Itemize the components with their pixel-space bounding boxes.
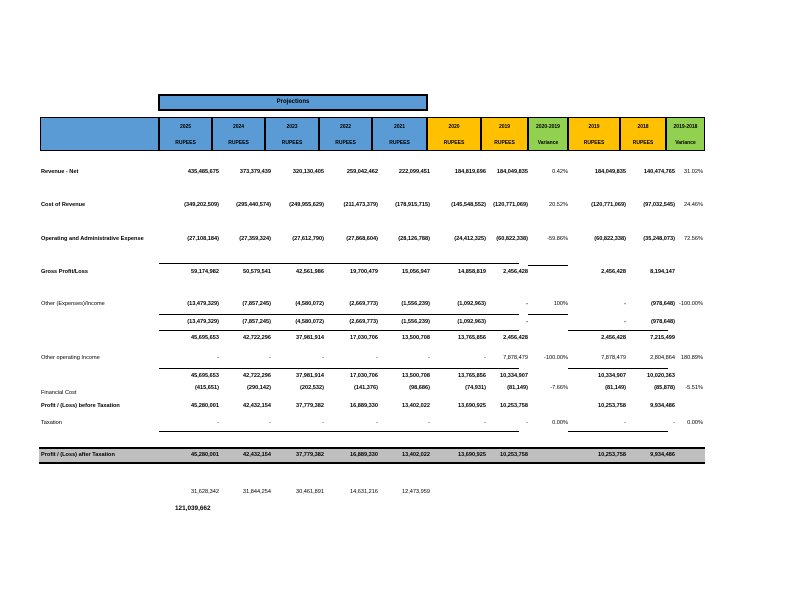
row-label: Operating and Administrative Expense bbox=[41, 236, 144, 242]
cell-value: - bbox=[484, 355, 486, 361]
cell-value: 42,722,296 bbox=[243, 373, 271, 379]
cell-value: 24.46% bbox=[684, 202, 703, 208]
cell-value: 10,334,907 bbox=[500, 373, 528, 379]
cell-value: -100.00% bbox=[544, 355, 568, 361]
cell-value: 17,030,706 bbox=[350, 335, 378, 341]
cell-value: 10,253,758 bbox=[500, 403, 528, 409]
cell-value: (145,548,552) bbox=[451, 202, 486, 208]
cell-value: (28,126,788) bbox=[398, 236, 430, 242]
cell-value: 31,844,254 bbox=[243, 489, 271, 495]
header-col-6 bbox=[427, 117, 481, 151]
cell-value: (178,915,715) bbox=[395, 202, 430, 208]
cell-value: (97,032,545) bbox=[643, 202, 675, 208]
cell-value: 13,690,925 bbox=[458, 403, 486, 409]
cell-value: (2,669,773) bbox=[349, 301, 378, 307]
rule-line bbox=[159, 314, 519, 315]
cell-value: (7,857,245) bbox=[242, 301, 271, 307]
header-year: 2020-2019 bbox=[536, 124, 560, 130]
cell-value: (35,248,073) bbox=[643, 236, 675, 242]
header-col-4 bbox=[319, 117, 372, 151]
cell-value: (211,473,379) bbox=[343, 202, 378, 208]
cell-value: 140,474,765 bbox=[643, 169, 675, 175]
cell-value: 45,695,653 bbox=[191, 373, 219, 379]
cell-value: 9,934,486 bbox=[650, 403, 675, 409]
cell-value: (60,822,338) bbox=[594, 236, 626, 242]
cell-value: 222,099,451 bbox=[398, 169, 430, 175]
cell-value: - bbox=[428, 420, 430, 426]
rule-line bbox=[568, 330, 668, 331]
header-year: 2023 bbox=[286, 124, 298, 130]
cell-value: 37,779,382 bbox=[296, 452, 324, 458]
cell-value: 100% bbox=[553, 301, 568, 307]
header-year: 2024 bbox=[232, 124, 245, 130]
cell-value: 13,500,708 bbox=[402, 373, 430, 379]
rule-line bbox=[568, 368, 668, 369]
header-unit: RUPEES bbox=[228, 140, 249, 146]
cell-value: (27,108,184) bbox=[187, 236, 219, 242]
header-year: 2022 bbox=[339, 124, 352, 130]
row-label: Profit / (Loss) after Taxation bbox=[41, 452, 115, 458]
cell-value: (7,857,245) bbox=[242, 319, 271, 325]
cell-value: 184,819,696 bbox=[454, 169, 486, 175]
cell-value: 184,049,835 bbox=[496, 169, 528, 175]
cell-value: 0.42% bbox=[552, 169, 568, 175]
cell-value: 10,253,758 bbox=[598, 452, 626, 458]
cell-value: (202,532) bbox=[300, 385, 324, 391]
cell-value: 42,561,986 bbox=[296, 269, 324, 275]
cell-value: (978,648) bbox=[651, 301, 675, 307]
header-col-5 bbox=[372, 117, 427, 151]
cell-value: 2,456,428 bbox=[601, 335, 626, 341]
cell-value: (1,556,239) bbox=[401, 319, 430, 325]
cell-value: (24,412,325) bbox=[454, 236, 486, 242]
cell-value: - bbox=[322, 420, 324, 426]
cell-value: 435,485,675 bbox=[187, 169, 219, 175]
cell-value: 19,700,479 bbox=[350, 269, 378, 275]
rule-line bbox=[528, 265, 568, 266]
cell-value: (120,771,069) bbox=[591, 202, 626, 208]
cell-value: 59,174,982 bbox=[191, 269, 219, 275]
cell-value: 37,981,914 bbox=[296, 373, 324, 379]
cell-value: (415,651) bbox=[195, 385, 219, 391]
cell-value: -59.86% bbox=[547, 236, 568, 242]
cell-value: 16,889,330 bbox=[350, 452, 378, 458]
row-label: Other operating Income bbox=[41, 355, 100, 361]
cell-value: 2,804,864 bbox=[650, 355, 675, 361]
header-col-0 bbox=[40, 117, 159, 151]
cell-value: - bbox=[269, 355, 271, 361]
cell-value: (978,648) bbox=[651, 319, 675, 325]
row-label: Other (Expenses)/Income bbox=[41, 301, 105, 307]
cell-value: - bbox=[217, 355, 219, 361]
cell-value: (290,142) bbox=[247, 385, 271, 391]
rule-line bbox=[528, 314, 568, 315]
cell-value: 259,042,462 bbox=[346, 169, 378, 175]
row-label: Profit / (Loss) before Taxation bbox=[41, 403, 120, 409]
cell-value: (249,955,629) bbox=[289, 202, 324, 208]
cell-value: - bbox=[376, 355, 378, 361]
header-col-7 bbox=[481, 117, 528, 151]
cell-value: (1,092,963) bbox=[457, 301, 486, 307]
cell-value: 10,253,758 bbox=[598, 403, 626, 409]
header-unit: RUPEES bbox=[632, 140, 654, 146]
cell-value: (295,440,574) bbox=[236, 202, 271, 208]
cell-value: 9,934,486 bbox=[650, 452, 675, 458]
cell-value: (4,580,072) bbox=[295, 301, 324, 307]
cell-value: - bbox=[624, 319, 626, 325]
cell-value: 37,981,914 bbox=[296, 335, 324, 341]
cell-value: (2,669,773) bbox=[349, 319, 378, 325]
header-unit: Variance bbox=[675, 140, 696, 146]
header-col-10 bbox=[620, 117, 666, 151]
cell-value: 31.02% bbox=[684, 169, 703, 175]
cell-value: (27,868,604) bbox=[346, 236, 378, 242]
cell-value: 37,779,382 bbox=[296, 403, 324, 409]
cell-value: 16,889,330 bbox=[350, 403, 378, 409]
cell-value: - bbox=[322, 355, 324, 361]
cell-value: 20.52% bbox=[549, 202, 568, 208]
cell-value: 30,461,891 bbox=[296, 489, 324, 495]
rule-line bbox=[568, 431, 668, 432]
cell-value: 8,194,147 bbox=[650, 269, 675, 275]
cell-value: 13,402,022 bbox=[402, 452, 430, 458]
cell-value: (60,822,338) bbox=[496, 236, 528, 242]
row-label: Gross Profit/Loss bbox=[41, 269, 88, 275]
cell-value: 320,130,405 bbox=[292, 169, 324, 175]
cell-value: - bbox=[376, 420, 378, 426]
cell-value: 15,056,947 bbox=[402, 269, 430, 275]
header-unit: Variance bbox=[537, 140, 559, 146]
rule-line bbox=[159, 263, 519, 264]
cell-value: 180.89% bbox=[680, 355, 703, 361]
header-year: 2025 bbox=[179, 124, 192, 130]
cell-value: 7,215,499 bbox=[650, 335, 675, 341]
cell-value: (81,149) bbox=[507, 385, 528, 391]
cell-value: - bbox=[217, 420, 219, 426]
cell-value: (13,479,329) bbox=[187, 319, 219, 325]
header-col-1 bbox=[159, 117, 212, 151]
cell-value: 13,690,925 bbox=[458, 452, 486, 458]
cell-value: 72.56% bbox=[684, 236, 703, 242]
cell-value: (141,376) bbox=[354, 385, 378, 391]
cell-value: (27,612,790) bbox=[292, 236, 324, 242]
header-col-3 bbox=[265, 117, 319, 151]
cell-value: 13,765,856 bbox=[458, 335, 486, 341]
cell-value: - bbox=[526, 420, 528, 426]
rule-line bbox=[159, 330, 519, 331]
cell-value: (27,359,324) bbox=[239, 236, 271, 242]
cell-value: 0.00% bbox=[552, 420, 568, 426]
header-year: 2019 bbox=[588, 124, 600, 130]
cell-value: 373,379,439 bbox=[239, 169, 271, 175]
cell-value: 2,456,428 bbox=[503, 335, 528, 341]
cell-value: 42,432,154 bbox=[243, 403, 271, 409]
cell-value: 14,858,819 bbox=[458, 269, 486, 275]
header-unit: RUPEES bbox=[175, 140, 196, 146]
cell-value: -5.51% bbox=[685, 385, 703, 391]
row-label: Cost of Revenue bbox=[41, 202, 86, 208]
header-year: 2021 bbox=[393, 124, 406, 130]
cell-value: 7,878,479 bbox=[601, 355, 626, 361]
cell-value: - bbox=[269, 420, 271, 426]
cell-value: 42,722,296 bbox=[243, 335, 271, 341]
rule-line bbox=[159, 368, 519, 369]
cell-value: 14,631,216 bbox=[350, 489, 378, 495]
cell-value: 42,432,154 bbox=[243, 452, 271, 458]
cell-value: 10,020,363 bbox=[647, 373, 675, 379]
cell-value: 7,878,479 bbox=[503, 355, 528, 361]
projections-banner: Projections bbox=[158, 94, 428, 111]
header-unit: RUPEES bbox=[494, 140, 515, 146]
row-label: Revenue - Net bbox=[41, 169, 79, 175]
cell-value: (98,686) bbox=[409, 385, 430, 391]
header-year: 2020 bbox=[448, 124, 460, 130]
header-col-8 bbox=[528, 117, 568, 151]
cell-value: 31,628,342 bbox=[191, 489, 219, 495]
row-label: Taxation bbox=[41, 420, 62, 426]
cell-value: - bbox=[526, 319, 528, 325]
header-col-2 bbox=[212, 117, 265, 151]
header-unit: RUPEES bbox=[389, 140, 410, 146]
cell-value: 45,695,653 bbox=[191, 335, 219, 341]
header-year: 2019 bbox=[498, 124, 511, 130]
cell-value: (85,878) bbox=[654, 385, 675, 391]
row-label: Financial Cost bbox=[41, 390, 77, 396]
header-col-11 bbox=[666, 117, 705, 151]
cell-value: (1,092,963) bbox=[457, 319, 486, 325]
cell-value: (120,771,069) bbox=[493, 202, 528, 208]
cell-value: - bbox=[428, 355, 430, 361]
cell-value: 13,500,708 bbox=[402, 335, 430, 341]
cell-value: - bbox=[624, 301, 626, 307]
cell-value: (4,580,072) bbox=[295, 319, 324, 325]
cell-value: 50,579,541 bbox=[243, 269, 271, 275]
header-unit: RUPEES bbox=[583, 140, 605, 146]
cell-value: 0.00% bbox=[687, 420, 703, 426]
cell-value: (349,202,509) bbox=[184, 202, 219, 208]
cell-value: 12,473,959 bbox=[402, 489, 430, 495]
header-year: 2018 bbox=[637, 124, 649, 130]
cell-value: 45,280,001 bbox=[191, 452, 219, 458]
header-unit: RUPEES bbox=[443, 140, 465, 146]
cell-value: 184,049,835 bbox=[594, 169, 626, 175]
cell-value: - bbox=[526, 301, 528, 307]
cell-value: - bbox=[484, 420, 486, 426]
cell-value: 13,402,022 bbox=[402, 403, 430, 409]
cell-value: - bbox=[624, 420, 626, 426]
rule-line bbox=[159, 431, 519, 432]
cell-value: (81,149) bbox=[605, 385, 626, 391]
cell-value: 17,030,706 bbox=[350, 373, 378, 379]
header-unit: RUPEES bbox=[281, 140, 303, 146]
cell-value: -100.00% bbox=[679, 301, 703, 307]
cell-value: -7.66% bbox=[550, 385, 568, 391]
cell-value: 45,280,001 bbox=[191, 403, 219, 409]
cell-value: (13,479,329) bbox=[187, 301, 219, 307]
header-unit: RUPEES bbox=[335, 140, 356, 146]
cell-value: 2,456,428 bbox=[503, 269, 528, 275]
cell-value: 13,765,856 bbox=[458, 373, 486, 379]
cell-value: - bbox=[673, 420, 675, 426]
cell-value: 10,334,907 bbox=[598, 373, 626, 379]
cell-value: (74,931) bbox=[465, 385, 486, 391]
cell-value: 2,456,428 bbox=[601, 269, 626, 275]
cell-value: (1,556,239) bbox=[401, 301, 430, 307]
cell-value: 10,253,758 bbox=[500, 452, 528, 458]
header-year: 2019-2018 bbox=[673, 124, 698, 130]
header-col-9 bbox=[568, 117, 620, 151]
grand-total: 121,039,662 bbox=[175, 505, 211, 512]
